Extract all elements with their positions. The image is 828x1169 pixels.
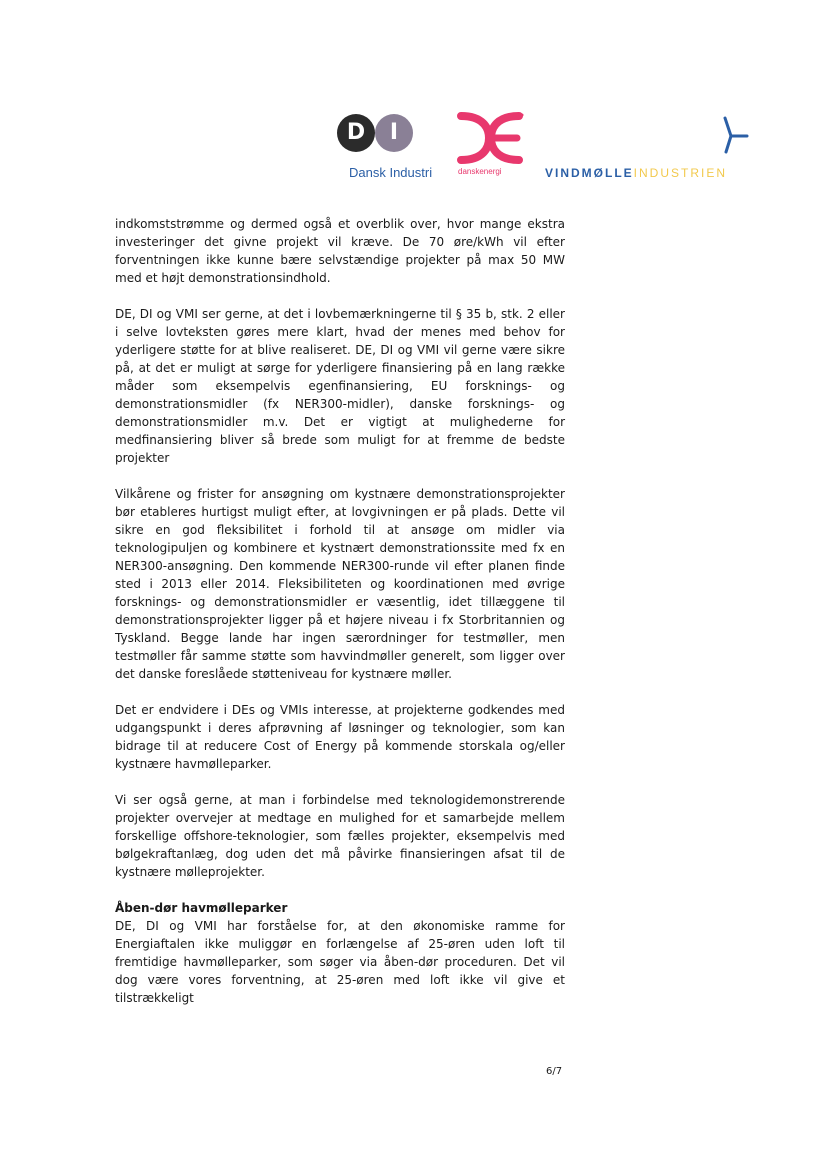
wind-turbine-icon [723, 114, 753, 158]
paragraph: DE, DI og VMI har forståelse for, at den økonomiske ramme for Energiaftalen ikke muliggør en forlængelse af 25-øren uden loft til fremtidige havmølleparker, som søger via åben-dør proceduren. Det vil dog være vores forventning, at 25-øren med loft ikke vil give et tilstrækkeligt [115, 919, 565, 1005]
paragraph: Vi ser også gerne, at man i forbindelse med teknologidemonstrerende projekter overvejer at medtage en mulighed for et samarbejde mellem forskellige offshore-teknologier, som fælles projekter, eksempelvis med bølgekraftanlæg, dog uden det må påvirke finansieringen afsat til de kystnære mølleprojekter. [115, 793, 565, 879]
de-logo-text: danskenergi [458, 167, 502, 176]
vindmolleindustrien-logo [545, 114, 745, 184]
vmi-text-part2: INDUSTRIEN [633, 166, 728, 180]
header-logos [0, 0, 828, 200]
section-heading: Åben-dør havmølleparker [115, 901, 288, 915]
dansk-energi-mark-icon [455, 112, 525, 164]
di-letter-d: D [337, 114, 375, 152]
vmi-text-part1: VINDMØLLE [545, 166, 634, 180]
vmi-logo-text [545, 166, 727, 180]
di-letter-i: I [375, 114, 413, 152]
paragraph: indkomststrømme og dermed også et overblik over, hvor mange ekstra investeringer det givne projekt vil kræve. De 70 øre/kWh vil efter forventningen ikke kunne bære selvstændige projekter på max 50 MW med et højt demonstrationsindhold. [115, 217, 565, 285]
paragraph: Det er endvidere i DEs og VMIs interesse, at projekterne godkendes med udgangspunkt i deres afprøvning af løsninger og teknologier, som kan bidrage til at reducere Cost of Energy på kommende storskala og/eller kystnære havmølleparker. [115, 703, 565, 771]
page-number: 6/7 [546, 1066, 563, 1077]
paragraph: DE, DI og VMI ser gerne, at det i lovbemærkningerne til § 35 b, stk. 2 eller i selve lovteksten gøres mere klart, hvad der menes med behov for yderligere støtte for at blive realiseret. DE, DI og VMI vil gerne være sikre på, at det er muligt at sørge for yderligere finansiering på en lang række måder som eksempelvis egenfinansiering, EU forsknings- og demonstrationsmidler (fx NER300-midler), danske forsknings- og demonstrationsmidler m.v. Det er vigtigt at mulighederne for medfinansiering bliver så brede som muligt for at fremme de bedste projekter [115, 307, 565, 465]
dansk-industri-logo [337, 114, 437, 184]
di-circles [337, 114, 437, 156]
document-body [115, 215, 565, 1025]
dansk-energi-logo [455, 112, 525, 182]
paragraph: Vilkårene og frister for ansøgning om kystnære demonstrationsprojekter bør etableres hurtigst muligt efter, at lovgivningen er på plads. Dette vil sikre en god fleksibilitet i forhold til at ansøge om midler via teknologipuljen og kombinere et kystnært demonstrationssite med fx en NER300-ansøgning. Den kommende NER300-runde vil efter planen finde sted i 2013 eller 2014. Fleksibiliteten og koordinationen med øvrige forsknings- og demonstrationsmidler er væsentlig, idet tillæggene til demonstrationsprojekter ligger på et højere niveau i fx Storbritannien og Tyskland. Begge lande har ingen særordninger for testmøller, men testmøller får samme støtte som havvindmøller generelt, som ligger over det danske foreslåede støtteniveau for kystnære møller. [115, 487, 565, 681]
di-logo-text: Dansk Industri [349, 165, 433, 180]
